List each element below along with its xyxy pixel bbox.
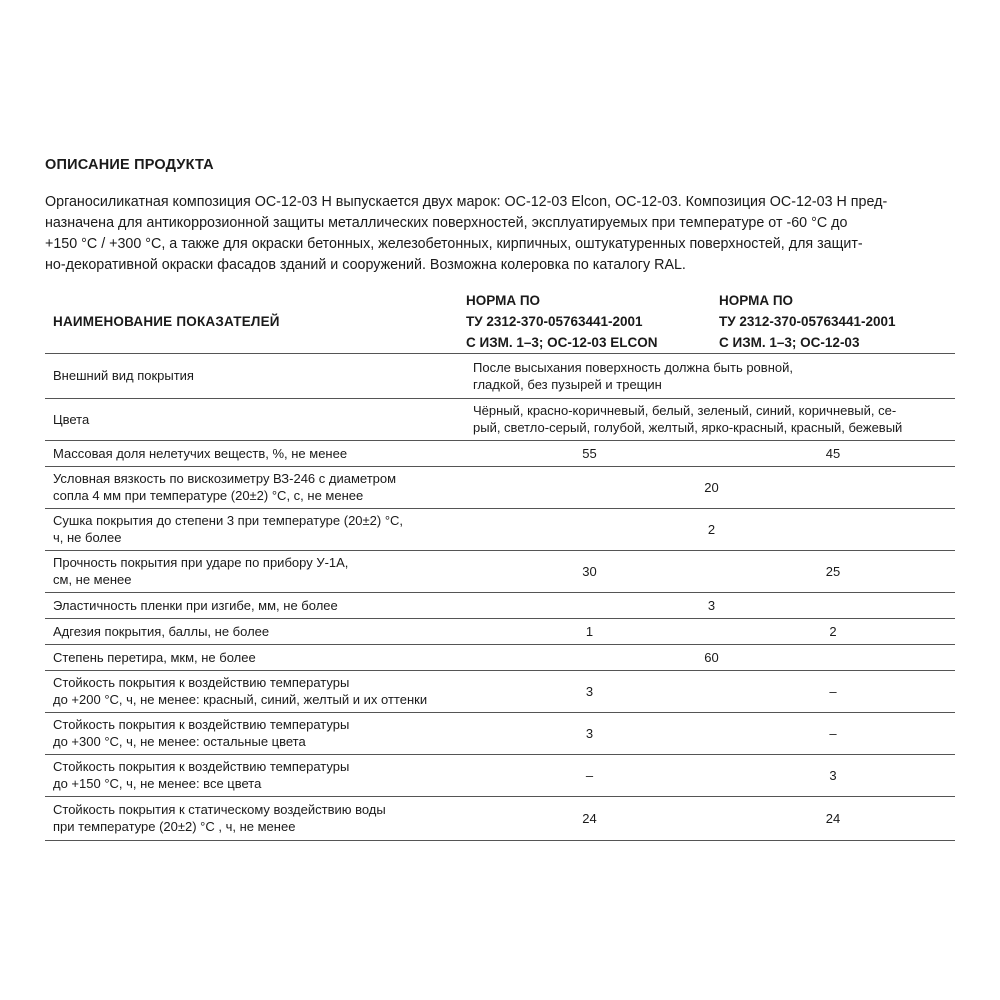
row-value-elcon: 3: [468, 712, 711, 754]
row-name: [45, 466, 468, 508]
row-value-standard: 45: [711, 440, 955, 466]
row-value-standard: –: [711, 712, 955, 754]
value-line: рый, светло-серый, голубой, желтый, ярко-красный, красный, бежевый: [473, 420, 903, 435]
row-value: [468, 398, 955, 440]
product-description: [45, 192, 960, 276]
name-line: до +300 °С, ч, не менее: остальные цвета: [53, 734, 306, 749]
table-row: [45, 754, 955, 796]
row-name: Эластичность пленки при изгибе, мм, не более: [45, 592, 468, 618]
table-row: [45, 550, 955, 592]
description-line: назначена для антикоррозионной защиты металлических поверхностей, эксплуатируемых при температуре от -60 °С до: [45, 215, 848, 231]
row-name: Внешний вид покрытия: [45, 354, 468, 398]
row-value-elcon: 30: [468, 550, 711, 592]
name-line: Стойкость покрытия к статическому воздействию воды: [53, 802, 386, 817]
description-line: но-декоративной окраски фасадов зданий и сооружений. Возможна колеровка по каталогу RAL.: [45, 257, 686, 273]
row-value-standard: 2: [711, 618, 955, 644]
row-name: Цвета: [45, 398, 468, 440]
table-row: [45, 618, 955, 644]
name-line: ч, не более: [53, 530, 122, 545]
table-row: [45, 440, 955, 466]
name-line: Условная вязкость по вискозиметру ВЗ-246 с диаметром: [53, 471, 397, 486]
row-value-standard: –: [711, 670, 955, 712]
row-name: Адгезия покрытия, баллы, не более: [45, 618, 468, 644]
name-line: до +200 °С, ч, не менее: красный, синий, желтый и их оттенки: [53, 692, 428, 707]
table-row: [45, 398, 955, 440]
name-line: сопла 4 мм при температуре (20±2) °С, с, не менее: [53, 488, 364, 503]
description-line: Органосиликатная композиция ОС-12-03 Н выпускается двух марок: ОС-12-03 Elcon, ОС-12-03. Композиция ОС-12-03 Н пред-: [45, 194, 888, 210]
row-value: 2: [468, 508, 955, 550]
header-line: С ИЗМ. 1–3; ОС-12-03: [719, 335, 860, 350]
section-title: ОПИСАНИЕ ПРОДУКТА: [45, 157, 214, 173]
row-name: Степень перетира, мкм, не более: [45, 644, 468, 670]
row-value-standard: 24: [711, 796, 955, 840]
table-row: [45, 796, 955, 840]
row-value-elcon: 55: [468, 440, 711, 466]
header-line: ТУ 2312-370-05763441-2001: [719, 314, 896, 329]
row-name: [45, 550, 468, 592]
name-line: до +150 °С, ч, не менее: все цвета: [53, 776, 262, 791]
row-value-elcon: 24: [468, 796, 711, 840]
table-header: [45, 290, 955, 354]
row-value-elcon: –: [468, 754, 711, 796]
header-norm-standard: [719, 290, 896, 353]
table-row: [45, 508, 955, 550]
row-value: 60: [468, 644, 955, 670]
table-row: [45, 354, 955, 398]
row-value: [468, 354, 955, 398]
header-line: НОРМА ПО: [719, 293, 794, 308]
name-line: Стойкость покрытия к воздействию температуры: [53, 759, 350, 774]
name-line: см, не менее: [53, 572, 132, 587]
name-line: Прочность покрытия при ударе по прибору У-1А,: [53, 555, 349, 570]
table-row: [45, 712, 955, 754]
row-value-standard: 3: [711, 754, 955, 796]
description-line: +150 °С / +300 °С, а также для окраски бетонных, железобетонных, кирпичных, оштукатуренных поверхностей, для защит-: [45, 236, 863, 252]
table-row: [45, 592, 955, 618]
header-line: НОРМА ПО: [466, 293, 541, 308]
name-line: Стойкость покрытия к воздействию температуры: [53, 717, 350, 732]
row-name: [45, 508, 468, 550]
table-row: [45, 670, 955, 712]
header-indicator-name: НАИМЕНОВАНИЕ ПОКАЗАТЕЛЕЙ: [53, 314, 280, 329]
table-row: [45, 644, 955, 670]
row-value: 20: [468, 466, 955, 508]
row-name: [45, 712, 468, 754]
value-line: После высыхания поверхность должна быть ровной,: [473, 359, 793, 375]
row-value-elcon: 3: [468, 670, 711, 712]
name-line: Стойкость покрытия к воздействию температуры: [53, 675, 350, 690]
name-line: при температуре (20±2) °С , ч, не менее: [53, 819, 296, 834]
value-line: Чёрный, красно-коричневый, белый, зеленый, синий, коричневый, се-: [473, 403, 897, 418]
properties-table: [45, 354, 955, 841]
row-name: Массовая доля нелетучих веществ, %, не менее: [45, 440, 468, 466]
name-line: Сушка покрытия до степени 3 при температуре (20±2) °С,: [53, 513, 404, 528]
header-line: ТУ 2312-370-05763441-2001: [466, 314, 643, 329]
value-line: гладкой, без пузырей и трещин: [473, 376, 662, 392]
table-row: [45, 466, 955, 508]
row-name: [45, 670, 468, 712]
row-value-elcon: 1: [468, 618, 711, 644]
header-line: С ИЗМ. 1–3; ОС-12-03 ELCON: [466, 335, 658, 350]
row-value-standard: 25: [711, 550, 955, 592]
row-value: 3: [468, 592, 955, 618]
row-name: [45, 796, 468, 840]
header-norm-elcon: [466, 290, 657, 353]
row-name: [45, 754, 468, 796]
